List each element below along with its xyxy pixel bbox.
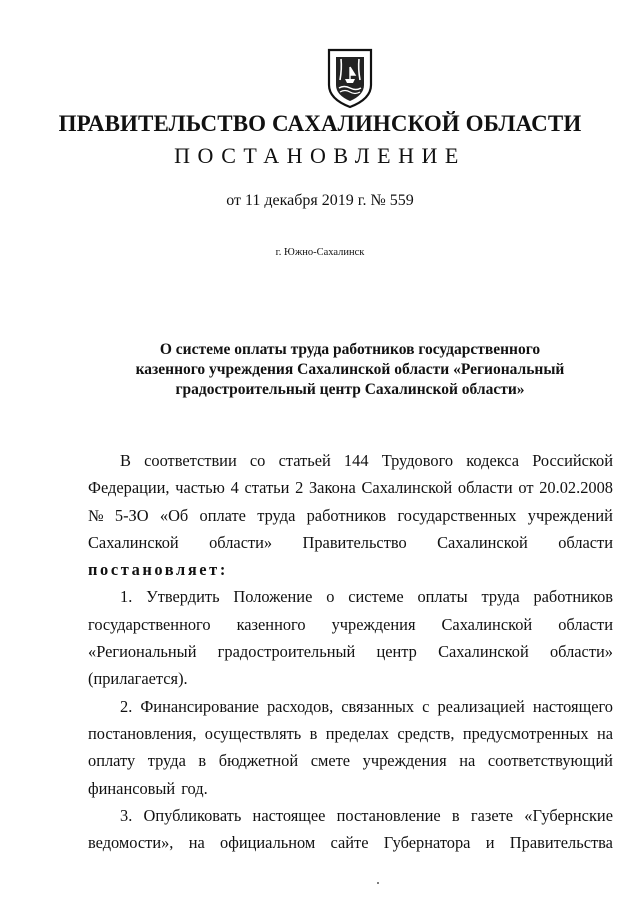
text-word: предусмотренных — [462, 723, 589, 743]
text-word: о — [326, 587, 335, 607]
text-word: учреждений — [527, 505, 613, 525]
text-word: на — [596, 723, 613, 743]
text-word: статьей — [278, 451, 331, 470]
text-line — [88, 556, 613, 583]
text-word: реализацией — [437, 696, 525, 716]
text-word: работников — [306, 505, 387, 525]
subject-line: градостроительный центр Сахалинской области» — [175, 381, 525, 398]
city: г. Южно-Сахалинск — [275, 247, 365, 258]
text-word: оплаты — [417, 587, 468, 607]
text-word: труда — [147, 751, 186, 771]
text-word: 3. — [120, 805, 133, 825]
text-line — [88, 611, 613, 638]
text-word: Опубликовать — [143, 805, 242, 825]
text-word: 2. — [120, 696, 133, 716]
text-word: центр — [376, 642, 417, 662]
text-word: Губернатора — [383, 833, 471, 853]
text-line — [88, 638, 613, 665]
text-word: оплату — [88, 751, 136, 771]
text-line — [88, 747, 613, 774]
text-word: Трудового — [381, 451, 454, 470]
text-word: 2 — [295, 478, 304, 498]
text-word: Положение — [233, 587, 313, 607]
text-word: Утвердить — [146, 587, 220, 607]
text-word: «Региональный — [88, 642, 197, 662]
text-word: соответствии — [144, 451, 237, 470]
text-word: осуществлять — [204, 723, 302, 743]
text-word: год. — [181, 778, 208, 798]
text-word: настоящее — [252, 805, 326, 825]
text-word: области» — [549, 642, 613, 662]
text-word: 4 — [230, 478, 239, 498]
text-word: с — [422, 696, 430, 716]
text-word: Сахалинской — [88, 532, 179, 552]
text-word: Сахалинской — [437, 532, 528, 552]
text-line — [88, 775, 613, 802]
text-line — [88, 829, 613, 856]
text-line — [88, 474, 613, 501]
text-word: на — [459, 751, 476, 771]
text-word: газете — [470, 805, 514, 825]
text-word: Сахалинской — [361, 478, 453, 498]
text-word: работников — [533, 587, 613, 607]
date-and-number: от 11 декабря 2019 г. № 559 — [226, 192, 414, 209]
text-word: связанных — [341, 696, 415, 716]
text-word: труда — [481, 587, 520, 607]
text-word: Сахалинской — [441, 614, 533, 634]
text-word: «Об — [159, 505, 189, 525]
text-word: № — [88, 505, 104, 525]
text-word: частью — [175, 478, 225, 498]
text-line — [88, 665, 613, 692]
subject-line: казенного учреждения Сахалинской области «Региональный — [135, 361, 565, 378]
text-word: в — [451, 805, 460, 825]
text-word: официальном — [220, 833, 316, 853]
text-word: настоящего — [532, 696, 613, 716]
document-type: ПОСТАНОВЛЕНИЕ — [174, 143, 466, 168]
text-word: Российской — [532, 451, 613, 470]
text-word: 144 — [343, 451, 369, 470]
text-word: в — [309, 723, 318, 743]
text-word: (прилагается). — [88, 669, 188, 689]
text-word: от — [518, 478, 534, 498]
text-word: области — [558, 532, 613, 552]
text-word: Федерации, — [88, 478, 170, 498]
text-word: области» — [209, 532, 273, 552]
text-word: расходов, — [266, 696, 334, 716]
text-word: в — [198, 751, 207, 771]
text-word: пределах — [325, 723, 389, 743]
text-word: учреждения — [362, 751, 447, 771]
text-word: государственных — [397, 505, 517, 525]
text-word: статьи — [244, 478, 290, 498]
text-word: области — [558, 614, 613, 634]
text-line — [88, 720, 613, 747]
text-word: системе — [348, 587, 404, 607]
text-word: В — [120, 451, 131, 470]
text-word: финансовый — [88, 778, 176, 798]
text-word: Правительство — [302, 532, 407, 552]
text-word: ведомости», — [88, 833, 174, 853]
text-line — [88, 693, 613, 720]
sakhalin-coat-of-arms-icon — [325, 47, 375, 109]
subject-line: О системе оплаты труда работников государственного — [159, 341, 541, 358]
text-word: постановление — [336, 805, 441, 825]
decree-word: постановляет: — [88, 560, 228, 580]
text-word: градостроительный — [217, 642, 356, 662]
text-line — [88, 447, 613, 474]
text-word: 1. — [120, 587, 133, 607]
text-word: кодекса — [466, 451, 520, 470]
text-line — [88, 583, 613, 610]
text-word: 5-ЗО — [114, 505, 149, 525]
text-word: Финансирование — [140, 696, 259, 716]
text-word: Правительства — [509, 833, 613, 853]
text-line — [88, 529, 613, 556]
text-word: сайте — [330, 833, 369, 853]
text-word: и — [485, 833, 495, 853]
text-word: государственного — [88, 614, 211, 634]
text-word: средств, — [397, 723, 455, 743]
text-word: Закона — [308, 478, 356, 498]
text-word: соответствующий — [487, 751, 613, 771]
text-line — [88, 802, 613, 829]
text-word: смете — [310, 751, 351, 771]
text-word: Сахалинской — [438, 642, 529, 662]
document-body — [88, 447, 613, 856]
text-word: труда — [257, 505, 296, 525]
text-word: 20.02.2008 — [539, 478, 613, 498]
text-word: казенного — [236, 614, 306, 634]
text-word: «Губернские — [524, 805, 613, 825]
text-word: бюджетной — [218, 751, 299, 771]
text-word: учреждения — [331, 614, 416, 634]
text-word: на — [188, 833, 205, 853]
government-title: ПРАВИТЕЛЬСТВО САХАЛИНСКОЙ ОБЛАСТИ — [58, 111, 582, 136]
text-word: со — [249, 451, 266, 470]
text-word: постановления, — [88, 723, 197, 743]
text-word: оплате — [199, 505, 246, 525]
text-word: области — [457, 478, 513, 498]
scan-speck — [377, 882, 379, 884]
document-subject — [120, 340, 580, 400]
text-line — [88, 502, 613, 529]
